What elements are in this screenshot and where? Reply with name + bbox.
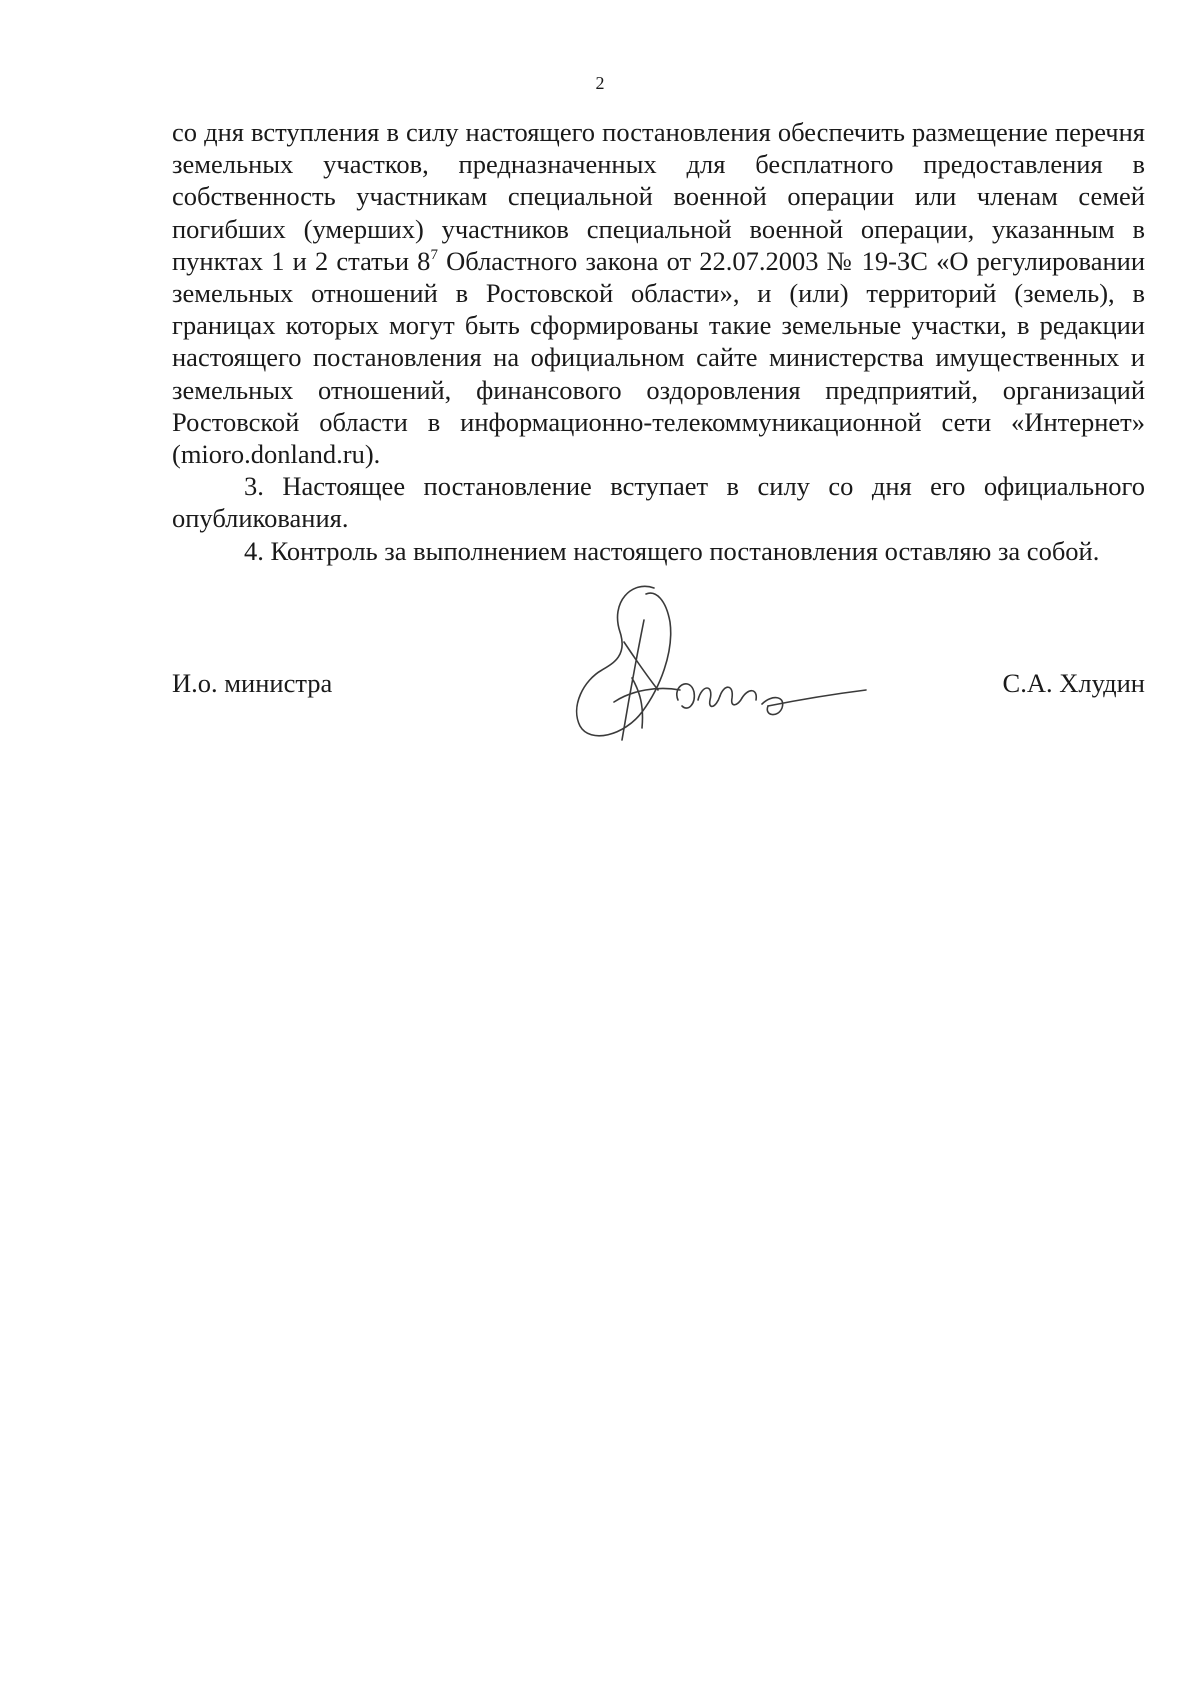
article-superscript: 7 [430, 246, 438, 263]
page-number: 2 [595, 73, 605, 93]
paragraph-continuation [172, 116, 1145, 470]
paragraph-text-part-2: Областного закона от 22.07.2003 № 19-ЗС «О регулировании земельных отношений в Ростовской области», и (или) территорий (земель), в границах которых могут быть сформированы такие земельные участки, в редакции настоящего постановления на официальном сайте министерства имущественных и земельных отношений, финансового оздоровления предприятий, организаций Ростовской области в информационно-телекоммуникационной сети «Интернет» (mioro.donland.ru). [172, 245, 1146, 470]
document-body [172, 116, 1145, 567]
signer-name: С.А. Хлудин [1002, 668, 1145, 698]
paragraph-3: 3. Настоящее постановление вступает в силу со дня его официального опубликования. [172, 471, 1145, 534]
paragraph-4: 4. Контроль за выполнением настоящего постановления оставляю за собой. [244, 535, 1100, 566]
paragraph-text-part-1: со дня вступления в силу настоящего постановления обеспечить размещение перечня земельных участков, предназначенных для бесплатного предоставления в собственность участникам специальной военной операции или членам семей погибших (умерших) участников специальной военной операции, указанным в пунктах 1 и 2 статьи 8 [172, 117, 1145, 276]
handwritten-signature [562, 580, 872, 750]
signer-title: И.о. министра [172, 668, 333, 698]
